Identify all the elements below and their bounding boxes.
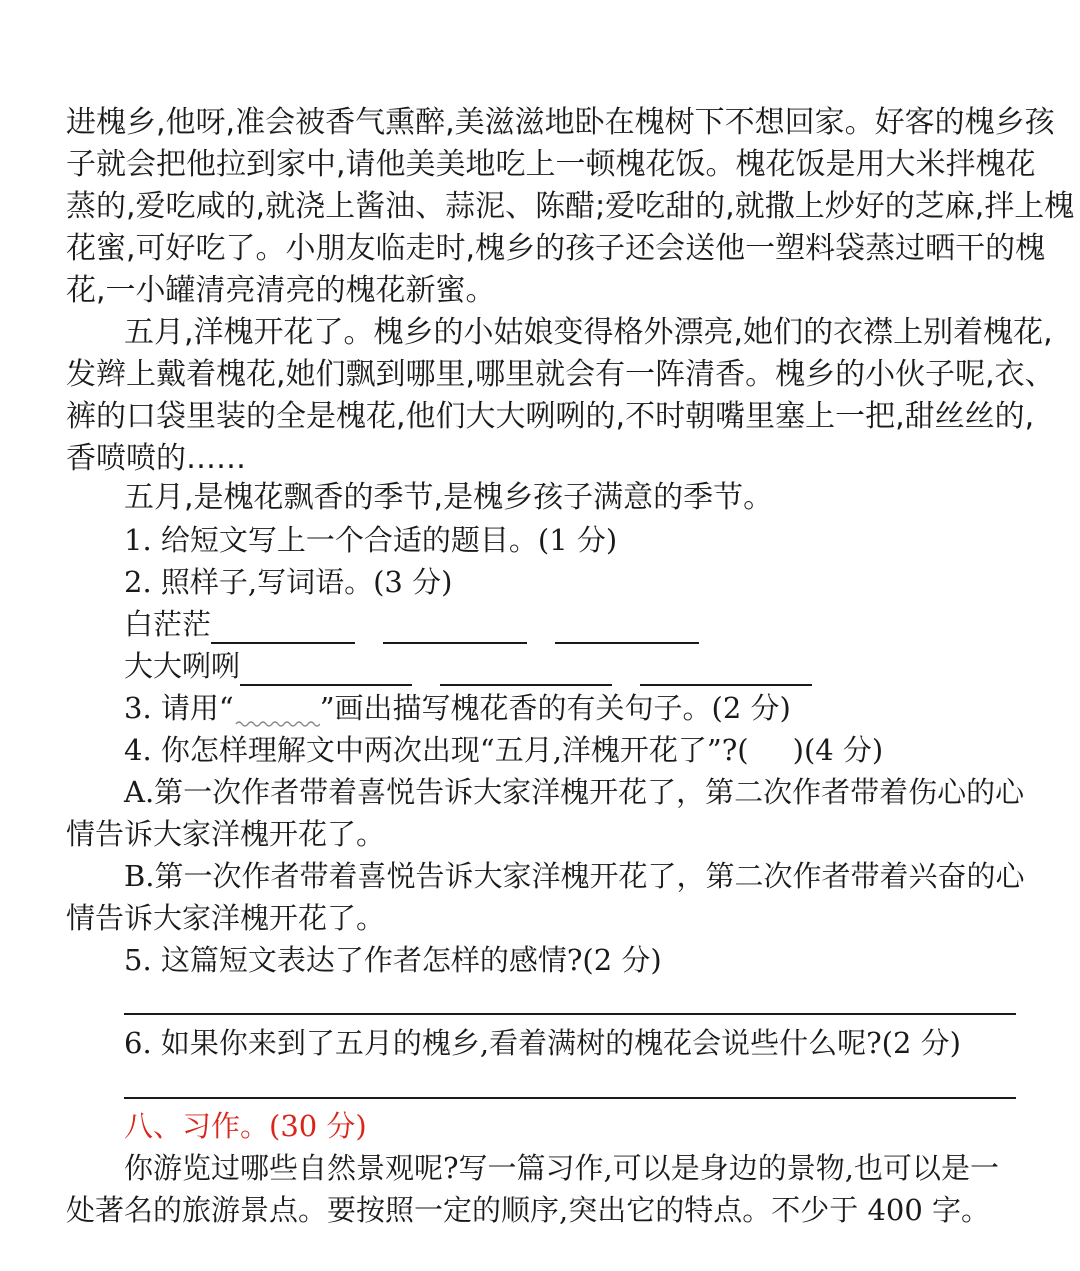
passage-line: 五月,是槐花飘香的季节,是槐乡孩子满意的季节。 [124, 480, 774, 515]
passage-line: 发辫上戴着槐花,她们飘到哪里,哪里就会有一阵清香。槐乡的小伙子呢,衣、 [66, 357, 1055, 392]
q4-option-b-cont: 情告诉大家洋槐开花了。 [66, 901, 386, 935]
q3-suffix: ”画出描写槐花香的有关句子。(2 分) [319, 691, 791, 725]
question-2: 2. 照样子,写词语。(3 分) [124, 565, 453, 599]
question-4 [124, 730, 883, 770]
passage-line: 进槐乡,他呀,准会被香气熏醉,美滋滋地卧在槐树下不想回家。好客的槐乡孩 [66, 105, 1055, 140]
question-5: 5. 这篇短文表达了作者怎样的感情?(2 分) [124, 943, 662, 977]
q2-example-word-2: 大大咧咧 [124, 649, 241, 683]
q6-answer-line[interactable] [124, 1097, 1016, 1099]
q2-blank-field[interactable] [640, 654, 812, 686]
question-1: 1. 给短文写上一个合适的题目。(1 分) [124, 523, 618, 557]
q2-blank-field[interactable] [211, 612, 355, 644]
section-8-heading: 八、习作。(30 分) [124, 1109, 367, 1143]
q4-option-a: A.第一次作者带着喜悦告诉大家洋槐开花了，第二次作者带着伤心的心 [124, 775, 1025, 809]
q2-blank-field[interactable] [383, 612, 527, 644]
q4-prefix: 4. 你怎样理解文中两次出现“五月,洋槐开花了”?( [124, 733, 749, 767]
passage-line: 花蜜,可好吃了。小朋友临走时,槐乡的孩子还会送他一塑料袋蒸过晒干的槐 [66, 231, 1046, 266]
q4-option-a-cont: 情告诉大家洋槐开花了。 [66, 817, 386, 851]
question-6: 6. 如果你来到了五月的槐乡,看着满树的槐花会说些什么呢?(2 分) [124, 1026, 961, 1060]
passage-line: 五月,洋槐开花了。槐乡的小姑娘变得格外漂亮,她们的衣襟上别着槐花, [124, 315, 1053, 350]
q2-blank-field[interactable] [555, 612, 699, 644]
passage-line: 蒸的,爱吃咸的,就浇上酱油、蒜泥、陈醋;爱吃甜的,就撒上炒好的芝麻,拌上槐 [66, 189, 1075, 224]
q2-example-word-1: 白茫茫 [124, 607, 212, 641]
passage-line: 花,一小罐清亮清亮的槐花新蜜。 [66, 273, 496, 308]
passage-line: 裤的口袋里装的全是槐花,他们大大咧咧的,不时朝嘴里塞上一把,甜丝丝的, [66, 399, 1035, 434]
passage-line: 香喷喷的…… [66, 441, 246, 476]
q2-row-2 [124, 646, 840, 686]
wavy-line-icon [234, 698, 320, 728]
passage-line: 子就会把他拉到家中,请他美美地吃上一顿槐花饭。槐花饭是用大米拌槐花 [66, 147, 1036, 182]
q5-answer-line[interactable] [124, 1013, 1016, 1015]
q4-option-b: B.第一次作者带着喜悦告诉大家洋槐开花了，第二次作者带着兴奋的心 [124, 859, 1025, 893]
q2-blank-field[interactable] [240, 654, 412, 686]
q3-prefix: 3. 请用“ [124, 691, 234, 725]
q2-blank-field[interactable] [440, 654, 612, 686]
section-8-prompt-cont: 处著名的旅游景点。要按照一定的顺序,突出它的特点。不少于 400 字。 [66, 1193, 991, 1227]
section-8-prompt: 你游览过哪些自然景观呢?写一篇习作,可以是身边的景物,也可以是一 [124, 1151, 999, 1185]
q4-suffix: )(4 分) [792, 733, 884, 767]
question-3 [124, 688, 791, 728]
q2-row-1 [124, 604, 727, 644]
